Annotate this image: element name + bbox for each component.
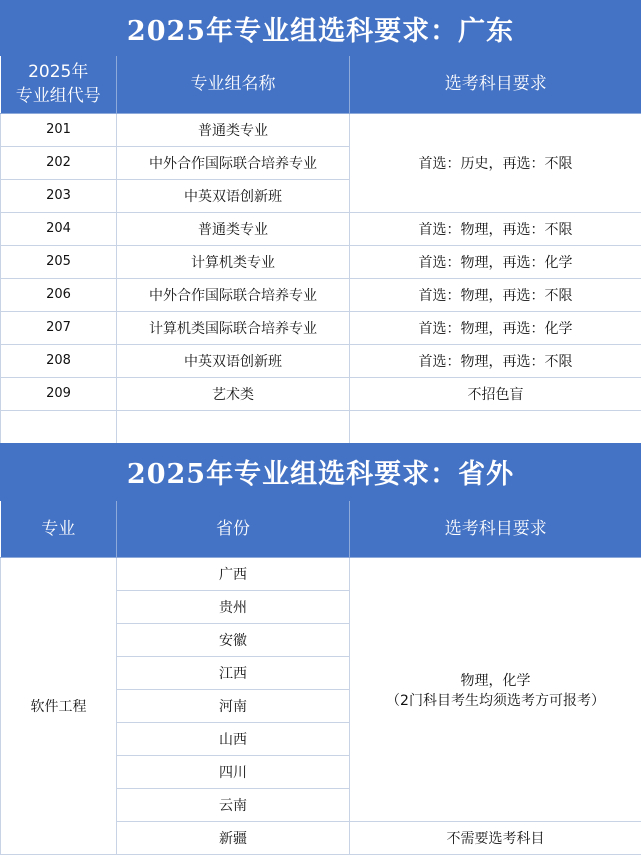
guangdong-title-banner: 2025年专业组选科要求：广东 <box>0 0 641 56</box>
province-name: 河南 <box>117 690 350 723</box>
group-code: 204 <box>1 212 117 245</box>
header-group-code <box>1 56 117 113</box>
requirement-subjects: 物理，化学 <box>350 670 641 690</box>
group-name: 计算机类国际联合培养专业 <box>117 311 350 344</box>
merged-requirement-main <box>350 558 641 822</box>
header-major: 专业 <box>1 501 117 558</box>
group-code: 202 <box>1 146 117 179</box>
group-code: 205 <box>1 245 117 278</box>
subject-requirement: 首选：物理，再选：不限 <box>350 278 641 311</box>
spacer-row <box>1 410 641 443</box>
province-name: 新疆 <box>117 822 350 855</box>
group-code: 208 <box>1 344 117 377</box>
province-name: 贵州 <box>117 591 350 624</box>
merged-requirement-201-203: 首选：历史，再选：不限 <box>350 113 641 212</box>
subject-requirement: 首选：物理，再选：不限 <box>350 344 641 377</box>
province-name: 广西 <box>117 558 350 591</box>
header-subject-requirement: 选考科目要求 <box>350 56 641 113</box>
subject-requirement: 首选：物理，再选：不限 <box>350 212 641 245</box>
group-name: 艺术类 <box>117 377 350 410</box>
group-code: 207 <box>1 311 117 344</box>
province-name: 山西 <box>117 723 350 756</box>
out-of-province-header-row <box>1 501 641 558</box>
group-code: 206 <box>1 278 117 311</box>
major-name: 软件工程 <box>1 558 117 855</box>
table-row <box>1 344 641 377</box>
group-name: 中外合作国际联合培养专业 <box>117 146 350 179</box>
spacer-cell <box>350 410 641 443</box>
requirement-xinjiang: 不需要选考科目 <box>350 822 641 855</box>
header-group-name: 专业组名称 <box>117 56 350 113</box>
group-name: 中外合作国际联合培养专业 <box>117 278 350 311</box>
table-row <box>1 212 641 245</box>
out-of-province-requirements-table <box>0 501 641 855</box>
subject-requirement: 首选：物理，再选：化学 <box>350 245 641 278</box>
out-of-province-title-banner: 2025年专业组选科要求：省外 <box>0 443 641 501</box>
province-name: 云南 <box>117 789 350 822</box>
subject-requirement: 首选：物理，再选：化学 <box>350 311 641 344</box>
table-row <box>1 311 641 344</box>
table-row <box>1 558 641 591</box>
guangdong-header-row <box>1 56 641 113</box>
group-name: 计算机类专业 <box>117 245 350 278</box>
header-group-code-line1: 2025年 <box>1 60 117 84</box>
group-name: 普通类专业 <box>117 113 350 146</box>
header-subject-requirement: 选考科目要求 <box>350 501 641 558</box>
group-name: 中英双语创新班 <box>117 344 350 377</box>
table-row <box>1 278 641 311</box>
group-code: 209 <box>1 377 117 410</box>
spacer-cell <box>1 410 117 443</box>
spacer-cell <box>117 410 350 443</box>
group-name: 普通类专业 <box>117 212 350 245</box>
guangdong-requirements-table <box>0 56 641 443</box>
table-row <box>1 377 641 410</box>
table-row <box>1 245 641 278</box>
group-code: 203 <box>1 179 117 212</box>
subject-requirement: 不招色盲 <box>350 377 641 410</box>
province-name: 四川 <box>117 756 350 789</box>
province-name: 安徽 <box>117 624 350 657</box>
group-code: 201 <box>1 113 117 146</box>
header-group-code-line2: 专业组代号 <box>1 84 117 108</box>
table-row <box>1 113 641 146</box>
group-name: 中英双语创新班 <box>117 179 350 212</box>
requirement-note: （2门科目考生均须选考方可报考） <box>350 690 641 710</box>
header-province: 省份 <box>117 501 350 558</box>
province-name: 江西 <box>117 657 350 690</box>
